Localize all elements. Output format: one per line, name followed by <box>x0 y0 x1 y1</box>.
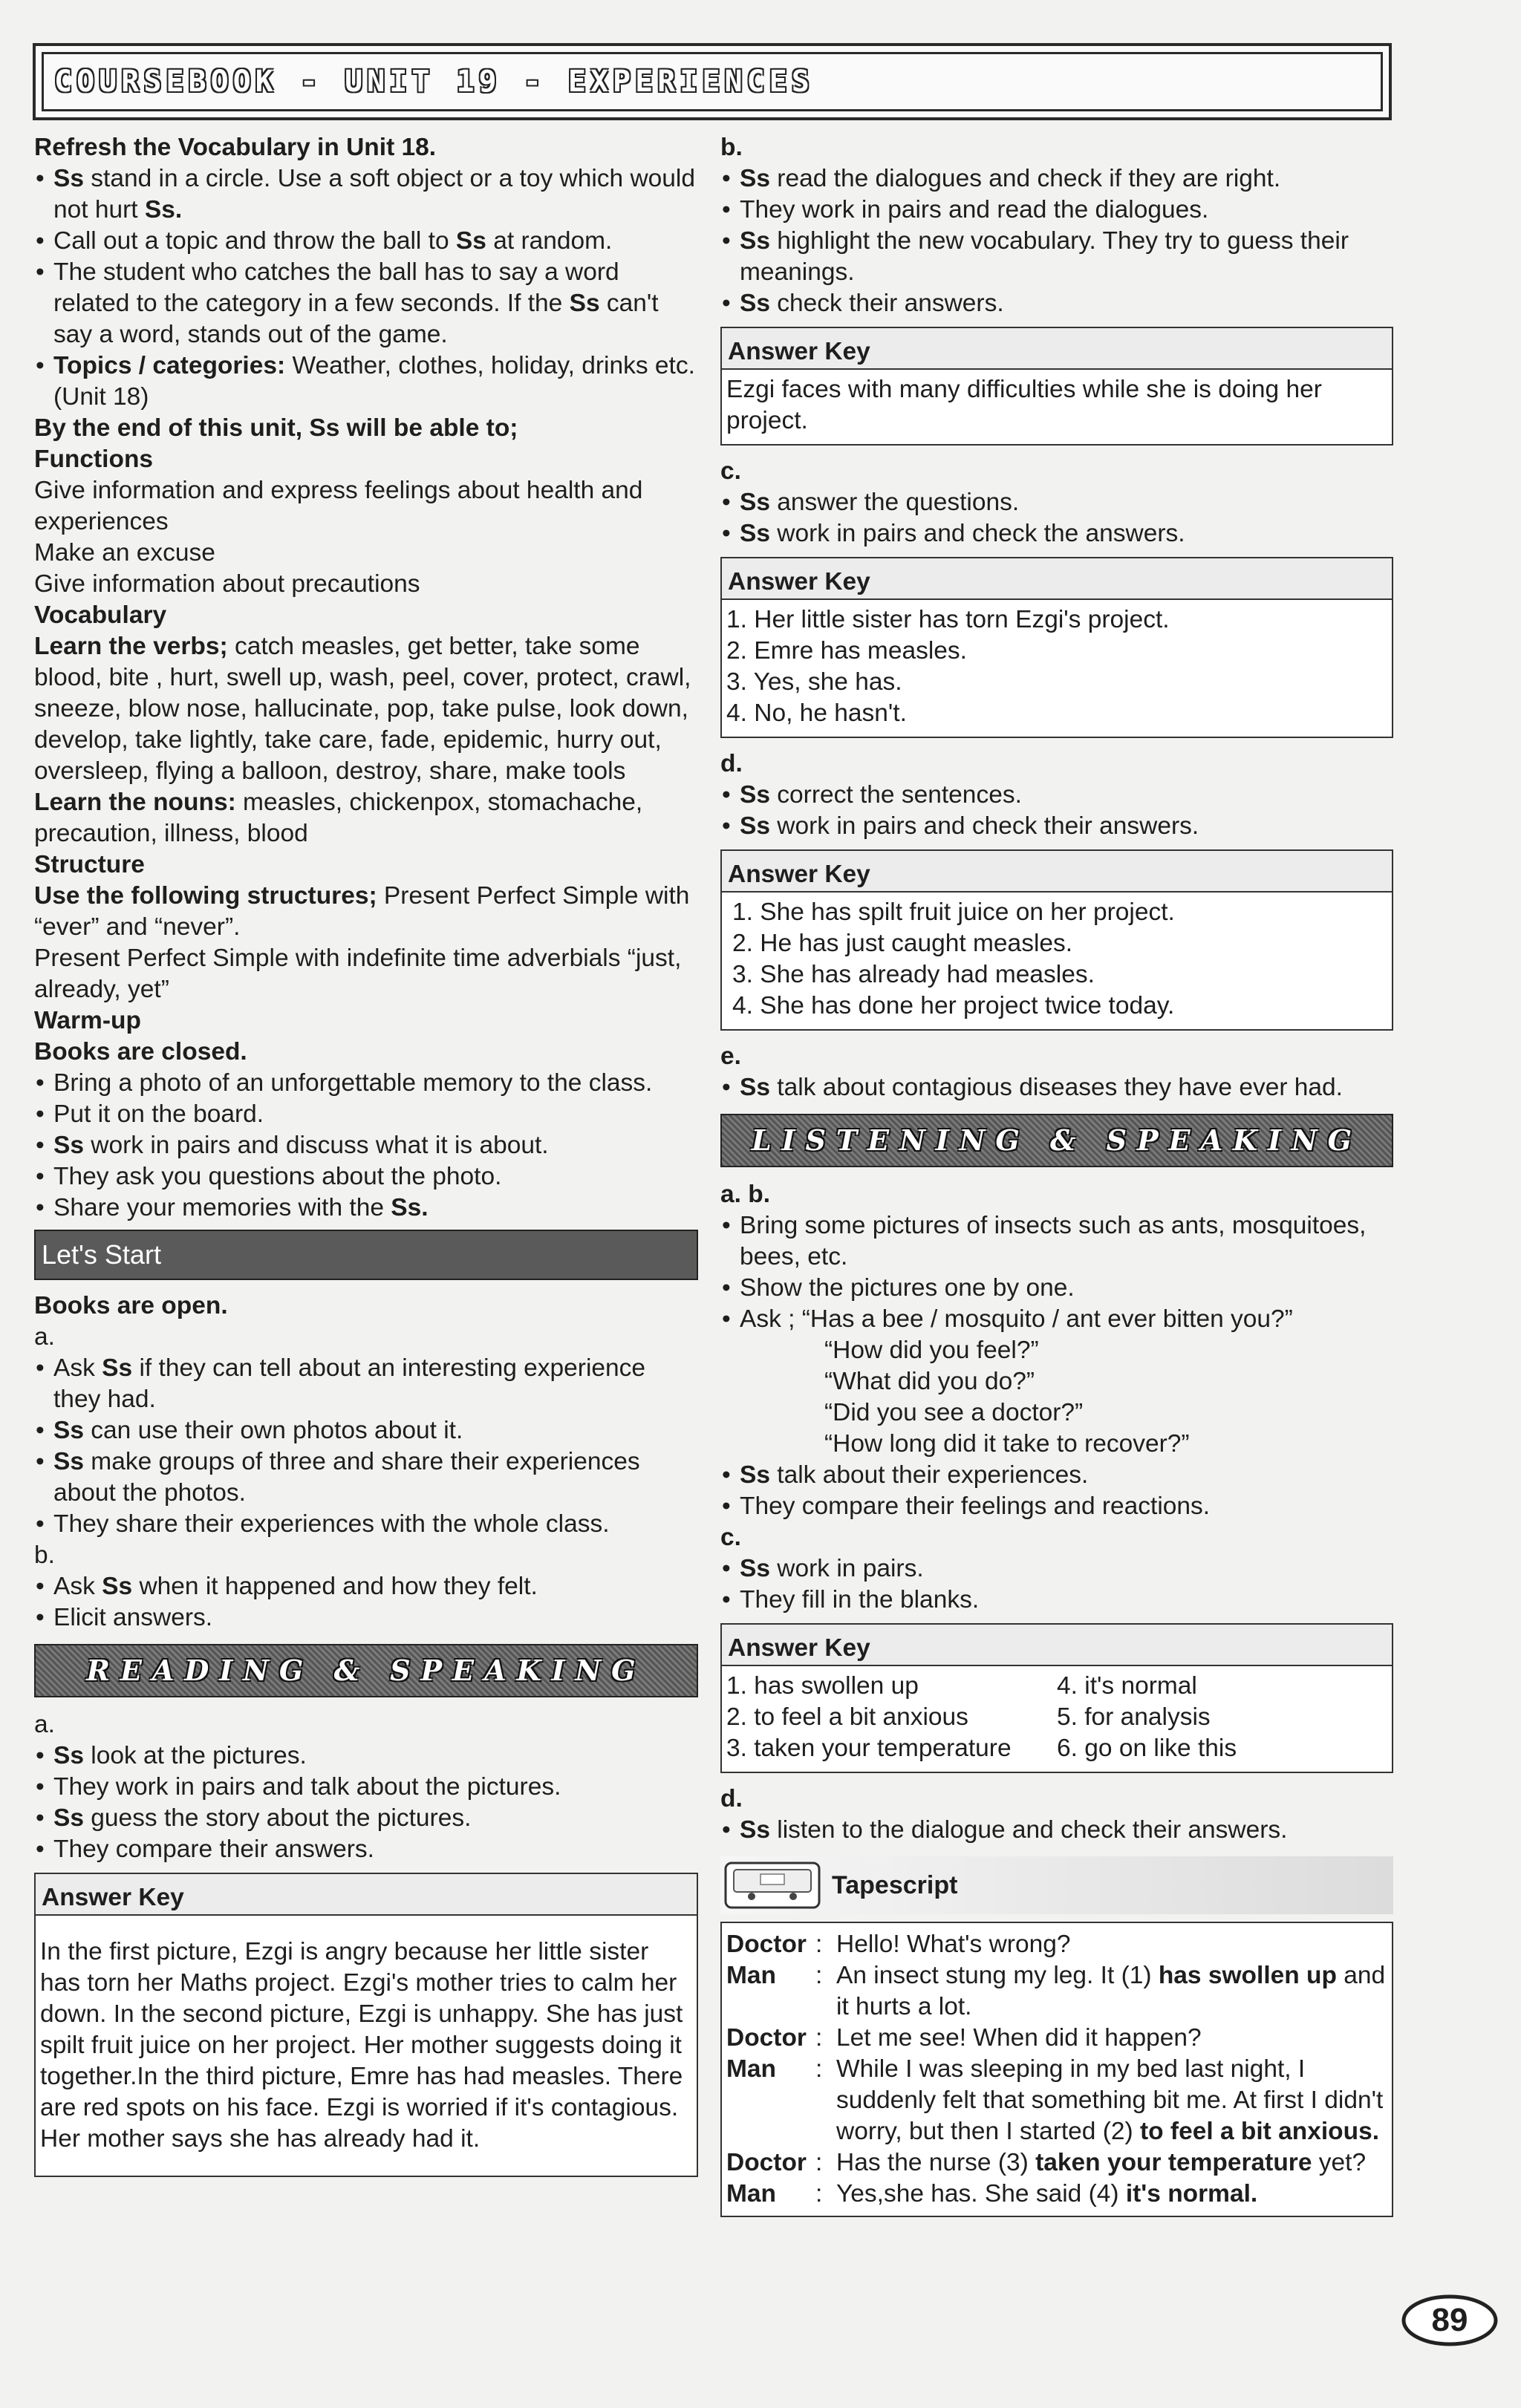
listening-speaking-label: LISTENING & SPEAKING <box>751 1123 1363 1157</box>
bold-text: Ss <box>740 812 770 840</box>
answer-line: 3. She has already had measles. <box>732 961 1095 988</box>
step-label: e. <box>720 1043 741 1070</box>
unit-banner-frame <box>42 52 1383 111</box>
bold-text: Ss <box>102 1573 133 1600</box>
function-item: Give information and express feelings about health and experiences <box>34 477 643 535</box>
item-text: look at the pictures. <box>83 1742 307 1769</box>
list-item <box>34 1571 698 1602</box>
function-item: Make an excuse <box>34 539 215 567</box>
dialogue-text <box>836 2147 1387 2179</box>
list-item <box>34 226 698 257</box>
follow-up-question: “Did you see a doctor?” <box>824 1399 1084 1426</box>
vocabulary-title: Vocabulary <box>34 601 167 629</box>
listening-speaking-header <box>720 1114 1393 1167</box>
verbs-paragraph <box>34 631 698 787</box>
item-text: and it hurts a lot. <box>836 1962 1386 2020</box>
warmup-list <box>34 1068 698 1224</box>
reading-d-list <box>720 780 1393 842</box>
lets-start-header <box>34 1230 698 1280</box>
follow-up-question: “How did you feel?” <box>824 1337 1039 1364</box>
bold-text: Ss <box>53 165 84 192</box>
structures-text-1: Present Perfect Simple with “ever” and “never”. <box>34 882 690 941</box>
reading-e-list <box>720 1072 1393 1103</box>
item-text: talk about their experiences. <box>769 1461 1089 1489</box>
bold-text: Ss <box>740 1816 770 1844</box>
item-text: Ask ; “Has a bee / mosquito / ant ever bitten you?” <box>740 1305 1293 1333</box>
item-text: listen to the dialogue and check their answers. <box>769 1816 1288 1844</box>
books-closed: Books are closed. <box>34 1038 247 1066</box>
item-text: Weather, clothes, holiday, drinks etc. (Unit 18) <box>53 352 695 411</box>
item-text: at random. <box>486 227 613 255</box>
bold-text: Ss <box>740 227 770 255</box>
speaker-label: Doctor <box>726 2024 807 2052</box>
tapescript-header <box>720 1856 1393 1914</box>
answer-column-left <box>726 1671 1057 1764</box>
dialogue-line <box>726 2179 1387 2210</box>
item-text: Ask <box>53 1354 102 1382</box>
list-item <box>34 1161 698 1192</box>
item-text: Elicit answers. <box>53 1604 213 1631</box>
structures-paragraph <box>34 881 698 943</box>
answer-line: 4. No, he hasn't. <box>726 699 907 727</box>
unit-banner <box>33 43 1392 120</box>
item-text: They ask you questions about the photo. <box>53 1163 502 1190</box>
answer-key-text: Ezgi faces with many difficulties while she is doing her project. <box>726 376 1322 434</box>
item-text: Hello! What's wrong? <box>836 1931 1071 1958</box>
list-item <box>720 1553 1393 1585</box>
answer-key-body <box>722 370 1392 444</box>
item-text: when it happened and how they felt. <box>132 1573 538 1600</box>
bold-text: Ss <box>740 165 770 192</box>
reading-a-list <box>34 1740 698 1865</box>
item-text: They compare their answers. <box>53 1836 374 1863</box>
list-item <box>34 1772 698 1803</box>
answer-key-box <box>720 849 1393 1031</box>
step-label: b. <box>34 1541 55 1569</box>
answer-line: 2. to feel a bit anxious <box>726 1703 968 1731</box>
list-item <box>720 811 1393 842</box>
item-text: They work in pairs and talk about the pictures. <box>53 1773 561 1801</box>
warmup-title: Warm-up <box>34 1007 141 1034</box>
item-text: Ask <box>53 1573 102 1600</box>
verbs-label: Learn the verbs; <box>34 633 228 660</box>
answer-line: 4. She has done her project twice today. <box>732 992 1175 1019</box>
list-item <box>34 350 698 413</box>
list-item <box>34 1834 698 1865</box>
answer-line: 4. it's normal <box>1057 1672 1197 1700</box>
list-item <box>720 1815 1393 1846</box>
bold-text: Ss <box>740 781 770 809</box>
page-number: 89 <box>1431 2302 1468 2338</box>
tapescript-box <box>720 1922 1393 2217</box>
list-item <box>720 487 1393 518</box>
left-column <box>34 132 698 2187</box>
answer-key-body <box>722 600 1392 737</box>
step-label: c. <box>720 1524 741 1551</box>
speaker-label: Doctor <box>726 2149 807 2176</box>
bold-text: to feel a bit anxious. <box>1140 2118 1380 2145</box>
bold-text: Ss <box>53 1804 84 1832</box>
dialogue-line <box>726 2147 1387 2179</box>
item-text: work in pairs. <box>769 1555 924 1582</box>
nouns-text: measles, chickenpox, stomachache, precaution, illness, blood <box>34 789 643 847</box>
list-item <box>720 1210 1393 1273</box>
list-item <box>720 1072 1393 1103</box>
unit-title: COURSEBOOK - UNIT 19 - EXPERIENCES <box>54 65 814 99</box>
item-text: They compare their feelings and reactions. <box>740 1492 1211 1520</box>
answer-line: 1. Her little sister has torn Ezgi's project. <box>726 606 1170 633</box>
item-text: An insect stung my leg. It (1) <box>836 1962 1159 1989</box>
speaker-label: Doctor <box>726 1931 807 1958</box>
speaker-label: Man <box>726 2180 776 2208</box>
answer-line: 2. Emre has measles. <box>726 637 967 665</box>
bold-text: Ss <box>740 520 770 547</box>
step-label: a. <box>34 1323 55 1351</box>
step-label: a. <box>34 1711 55 1738</box>
lets-start-b-list <box>34 1571 698 1634</box>
item-text: yet? <box>1312 2149 1367 2176</box>
answer-key-box <box>720 327 1393 446</box>
reading-speaking-header <box>34 1644 698 1697</box>
item-text: Yes,she has. She said (4) <box>836 2180 1126 2208</box>
list-item <box>34 1740 698 1772</box>
right-column <box>720 132 1393 2217</box>
item-text: talk about contagious diseases they have ever had. <box>769 1074 1343 1101</box>
refresh-title: Refresh the Vocabulary in Unit 18. <box>34 134 437 161</box>
list-item <box>34 1415 698 1446</box>
dialogue-line <box>726 2054 1387 2147</box>
item-text: Call out a topic and throw the ball to <box>53 227 456 255</box>
list-item <box>720 1273 1393 1304</box>
bold-text: it's normal. <box>1125 2180 1258 2208</box>
step-label: a. b. <box>720 1181 771 1208</box>
step-label: d. <box>720 1785 743 1812</box>
bold-text: Ss <box>740 1555 770 1582</box>
step-label: b. <box>720 134 743 161</box>
speaker-colon: : <box>815 2180 823 2208</box>
bold-text: Ss <box>740 290 770 317</box>
item-text: Show the pictures one by one. <box>740 1274 1075 1302</box>
speaker-label: Man <box>726 1962 776 1989</box>
verbs-text: catch measles, get better, take some blood, bite , hurt, swell up, wash, peel, cover, protect, crawl, sneeze, blow nose, hallucinate, pop, take pulse, look down, develop, take lightly, take care, fade, epidemic, hurry out, oversleep, flying a balloon, destroy, share, make tools <box>34 633 691 785</box>
answer-key-header: Answer Key <box>36 1874 697 1916</box>
dialogue-line <box>726 1960 1387 2023</box>
listening-ab-list <box>720 1210 1393 1335</box>
item-text: work in pairs and check their answers. <box>769 812 1199 840</box>
answer-key-body <box>36 1916 697 2176</box>
item-text: make groups of three and share their experiences about the photos. <box>53 1448 640 1507</box>
cassette-icon <box>720 1859 824 1911</box>
answer-line: 3. Yes, she has. <box>726 668 902 696</box>
item-text: read the dialogues and check if they are right. <box>769 165 1281 192</box>
speaker-colon: : <box>815 1931 823 1958</box>
list-item <box>720 288 1393 319</box>
bold-text: has swollen up <box>1158 1962 1337 1989</box>
bold-text: Ss <box>569 290 600 317</box>
reading-speaking-label: READING & SPEAKING <box>86 1654 646 1687</box>
dialogue-text <box>836 2023 1387 2054</box>
item-text: Share your memories with the <box>53 1194 391 1221</box>
speaker-colon: : <box>815 1962 823 1989</box>
item-text: Bring some pictures of insects such as ants, mosquitoes, bees, etc. <box>740 1212 1367 1270</box>
item-text: work in pairs and discuss what it is about. <box>83 1132 549 1159</box>
answer-key-header: Answer Key <box>722 851 1392 893</box>
item-text: They work in pairs and read the dialogues. <box>740 196 1209 223</box>
listening-c-list <box>720 1553 1393 1616</box>
answer-line: 3. taken your temperature <box>726 1735 1012 1762</box>
list-item <box>34 1602 698 1634</box>
answer-line: 2. He has just caught measles. <box>732 930 1073 957</box>
bold-text: Topics / categories: <box>53 352 286 379</box>
step-label: c. <box>720 457 741 485</box>
dialogue-line <box>726 2023 1387 2054</box>
list-item <box>720 226 1393 288</box>
answer-key-header: Answer Key <box>722 558 1392 600</box>
item-text: The student who catches the ball has to say a word related to the category in a few seconds. If the <box>53 258 619 317</box>
structure-title: Structure <box>34 851 145 878</box>
bold-text: Ss <box>53 1742 84 1769</box>
answer-key-header: Answer Key <box>722 1625 1392 1666</box>
list-item <box>720 780 1393 811</box>
nouns-label: Learn the nouns: <box>34 789 236 816</box>
lets-start-label: Let's Start <box>42 1239 161 1270</box>
speaker-colon: : <box>815 2149 823 2176</box>
item-text: highlight the new vocabulary. They try to guess their meanings. <box>740 227 1349 286</box>
item-text: Has the nurse (3) <box>836 2149 1036 2176</box>
list-item <box>720 163 1393 195</box>
follow-up-question: “How long did it take to recover?” <box>824 1430 1190 1458</box>
tapescript-label: Tapescript <box>832 1871 958 1899</box>
bold-text: Ss <box>455 227 486 255</box>
answer-key-box <box>34 1873 698 2177</box>
bold-text: taken your temperature <box>1035 2149 1312 2176</box>
list-item <box>720 1460 1393 1491</box>
item-text: While I was sleeping in my bed last night, I suddenly felt that something bit me. At first I didn't worry, but then I started (2) <box>836 2055 1384 2145</box>
item-text: check their answers. <box>769 290 1004 317</box>
item-text: can't say a word, stands out of the game. <box>53 290 659 348</box>
item-text: if they can tell about an interesting experience they had. <box>53 1354 646 1413</box>
list-item <box>34 1099 698 1130</box>
item-text: work in pairs and check the answers. <box>769 520 1185 547</box>
bold-text: Ss <box>53 1448 84 1475</box>
list-item <box>720 1304 1393 1335</box>
list-item <box>34 1353 698 1415</box>
list-item <box>34 1803 698 1834</box>
list-item <box>720 195 1393 226</box>
dialogue-text <box>836 2054 1387 2147</box>
speaker-colon: : <box>815 2024 823 2052</box>
bold-text: Ss <box>53 1417 84 1444</box>
list-item <box>34 1446 698 1509</box>
speaker-label: Man <box>726 2055 776 2083</box>
step-label: d. <box>720 750 743 777</box>
list-item <box>34 1192 698 1224</box>
bold-text: Ss <box>53 1132 84 1159</box>
list-item <box>720 518 1393 549</box>
reading-b-list <box>720 163 1393 319</box>
answer-key-header: Answer Key <box>722 328 1392 370</box>
refresh-list <box>34 163 698 413</box>
answer-line: 1. She has spilt fruit juice on her project. <box>732 898 1175 926</box>
structures-label: Use the following structures; <box>34 882 377 910</box>
nouns-paragraph <box>34 787 698 849</box>
dialogue-text <box>836 1929 1387 1960</box>
follow-up-question: “What did you do?” <box>824 1368 1035 1395</box>
speaker-colon: : <box>815 2055 823 2083</box>
item-text: answer the questions. <box>769 489 1020 516</box>
answer-key-box <box>720 1623 1393 1773</box>
item-text: correct the sentences. <box>769 781 1022 809</box>
answer-line: 1. has swollen up <box>726 1672 919 1700</box>
structures-text-2: Present Perfect Simple with indefinite time adverbials “just, already, yet” <box>34 944 682 1003</box>
answer-line: 5. for analysis <box>1057 1703 1211 1731</box>
list-item <box>34 257 698 350</box>
item-text: stand in a circle. Use a soft object or a toy which would not hurt <box>53 165 695 223</box>
answer-line: 6. go on like this <box>1057 1735 1237 1762</box>
page-number-badge <box>1398 2290 1502 2351</box>
item-text: can use their own photos about it. <box>83 1417 463 1444</box>
functions-title: Functions <box>34 446 154 473</box>
function-item: Give information about precautions <box>34 570 420 598</box>
dialogue-text <box>836 1960 1387 2023</box>
item-text: Let me see! When did it happen? <box>836 2024 1202 2052</box>
list-item <box>34 163 698 226</box>
item-text: guess the story about the pictures. <box>83 1804 472 1832</box>
bold-text: Ss <box>740 1461 770 1489</box>
bold-text: Ss <box>102 1354 133 1382</box>
bold-text: Ss. <box>391 1194 429 1221</box>
dialogue-text <box>836 2179 1387 2210</box>
bold-text: Ss <box>740 1074 770 1101</box>
item-text: Bring a photo of an unforgettable memory to the class. <box>53 1069 653 1097</box>
list-item <box>720 1585 1393 1616</box>
reading-c-list <box>720 487 1393 549</box>
list-item <box>34 1130 698 1161</box>
item-text: Put it on the board. <box>53 1100 264 1128</box>
books-open: Books are open. <box>34 1292 228 1319</box>
answer-column-right <box>1057 1671 1387 1764</box>
item-text: They share their experiences with the whole class. <box>53 1510 610 1538</box>
objectives-title: By the end of this unit, Ss will be able to; <box>34 414 518 442</box>
answer-key-body <box>722 893 1392 1029</box>
item-text: They fill in the blanks. <box>740 1586 980 1614</box>
answer-key-box <box>720 557 1393 738</box>
dialogue-line <box>726 1929 1387 1960</box>
answer-key-body <box>722 1666 1392 1772</box>
list-item <box>34 1068 698 1099</box>
lets-start-a-list <box>34 1353 698 1540</box>
list-item <box>720 1491 1393 1522</box>
listening-d-list <box>720 1815 1393 1846</box>
list-item <box>34 1509 698 1540</box>
listening-ab-list-2 <box>720 1460 1393 1522</box>
bold-text: Ss. <box>144 196 183 223</box>
answer-key-text: In the first picture, Ezgi is angry because her little sister has torn her Maths project. Ezgi's mother tries to calm her down. In the second picture, Ezgi is unhappy. She has just spilt fruit juice on her project. Her mother suggests doing it together.In the third picture, Emre has had measles. There are red spots on his face. Ezgi is worried if it's contagious. Her mother says she has already had it. <box>40 1938 683 2153</box>
bold-text: Ss <box>740 489 770 516</box>
